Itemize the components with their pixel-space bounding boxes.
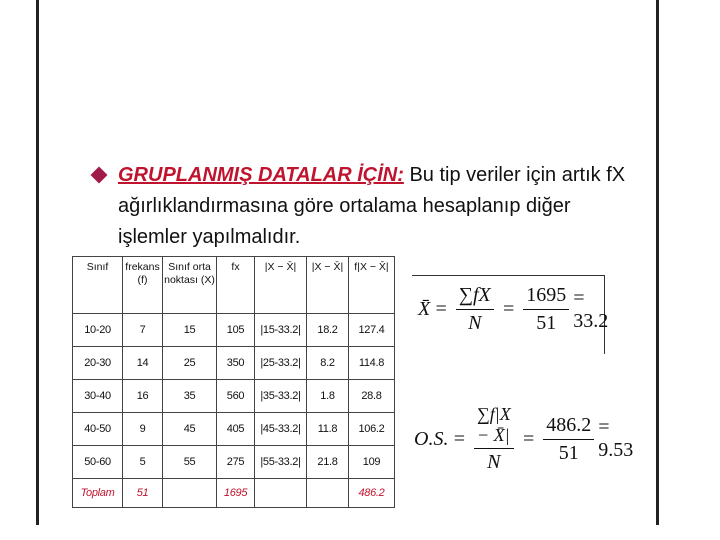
os-value-fraction (543, 414, 594, 465)
table-cell: |35-33.2| (254, 380, 306, 413)
os-fraction (474, 404, 514, 474)
os-lhs: O.S. (414, 427, 449, 450)
table-cell: 30-40 (73, 380, 123, 413)
table-cell: |55-33.2| (254, 446, 306, 479)
os-numerator: ∑f|X − X̄| (474, 404, 514, 449)
header-cell: Sınıf (73, 257, 123, 314)
table-row (73, 380, 395, 413)
table-cell: 25 (162, 347, 216, 380)
table-cell: 405 (217, 413, 255, 446)
right-border (656, 0, 659, 525)
total-cell (254, 479, 306, 508)
table-cell: 35 (162, 380, 216, 413)
table-header-row (73, 257, 395, 314)
table-cell: 5 (123, 446, 163, 479)
table-cell: 109 (348, 446, 394, 479)
table-cell: |45-33.2| (254, 413, 306, 446)
table-cell: 9 (123, 413, 163, 446)
header-cell: |X − X̄| (254, 257, 306, 314)
mean-formula (412, 275, 609, 354)
mean-deviation-formula (412, 400, 634, 480)
table-total-row (73, 479, 395, 508)
diamond-bullet-icon (91, 167, 108, 184)
table-cell: 50-60 (73, 446, 123, 479)
heading-emphasis: GRUPLANMIŞ DATALAR İÇİN: (118, 164, 404, 186)
os-value-numerator: 486.2 (543, 414, 594, 440)
total-cell: Toplam (73, 479, 123, 508)
left-border (36, 0, 39, 525)
heading-body: Bu tip veriler için artık fX ağırlıklandırmasına göre ortalama hesaplanıp diğer işlemler yapılmalıdır. (118, 164, 626, 248)
table-cell: 15 (162, 314, 216, 347)
table-cell: 20-30 (73, 347, 123, 380)
table-row (73, 314, 395, 347)
table-cell: |15-33.2| (254, 314, 306, 347)
table-cell: 114.8 (348, 347, 394, 380)
total-cell: 486.2 (348, 479, 394, 508)
table-cell: 7 (123, 314, 163, 347)
frequency-table (72, 256, 395, 508)
os-denominator: N (487, 451, 501, 473)
table-cell: 55 (162, 446, 216, 479)
mean-value-numerator: 1695 (523, 284, 569, 310)
mean-lhs: X̄ (418, 298, 431, 320)
mean-numerator: ∑fX (456, 284, 494, 310)
table-cell: 18.2 (307, 314, 349, 347)
os-value-denominator: 51 (558, 441, 579, 464)
table-cell: 28.8 (348, 380, 394, 413)
table-cell: 40-50 (73, 413, 123, 446)
table-cell: 275 (217, 446, 255, 479)
header-cell: |X − X̄| (307, 257, 349, 314)
total-cell (307, 479, 349, 508)
heading-paragraph (118, 160, 638, 253)
table-cell: |25-33.2| (254, 347, 306, 380)
mean-value-denominator: 51 (536, 312, 557, 334)
equals-sign: = (434, 298, 448, 320)
table-cell: 16 (123, 380, 163, 413)
equals-sign: = (501, 298, 516, 320)
table-cell: 10-20 (73, 314, 123, 347)
header-cell: Sınıf orta noktası (X) (162, 257, 216, 314)
table-cell: 8.2 (307, 347, 349, 380)
total-cell: 51 (123, 479, 163, 508)
header-cell: fx (217, 257, 255, 314)
mean-value-fraction (523, 284, 569, 335)
table-cell: 560 (217, 380, 255, 413)
equals-sign: = (521, 427, 536, 450)
table-cell: 106.2 (348, 413, 394, 446)
mean-denominator: N (468, 312, 482, 334)
table-cell: 105 (217, 314, 255, 347)
table-row (73, 446, 395, 479)
table-row (73, 413, 395, 446)
table-cell: 14 (123, 347, 163, 380)
total-cell (162, 479, 216, 508)
table-cell: 127.4 (348, 314, 394, 347)
mean-fraction (456, 284, 494, 335)
equals-sign: = (452, 427, 466, 450)
table-cell: 11.8 (307, 413, 349, 446)
table-cell: 45 (162, 413, 216, 446)
os-result: = 9.53 (598, 416, 634, 461)
table-row (73, 347, 395, 380)
table-cell: 1.8 (307, 380, 349, 413)
header-cell: frekans (f) (123, 257, 163, 314)
table-cell: 350 (217, 347, 255, 380)
header-cell: f|X − X̄| (348, 257, 394, 314)
total-cell: 1695 (217, 479, 255, 508)
table-cell: 21.8 (307, 446, 349, 479)
mean-result: = 33.2 (573, 286, 609, 332)
